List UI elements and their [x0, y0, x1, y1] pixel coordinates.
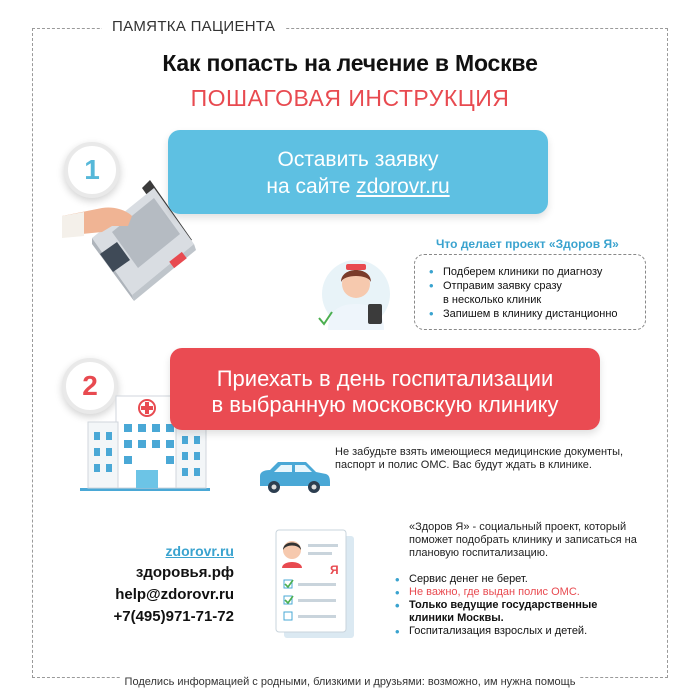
nurse-avatar-illustration: [316, 254, 396, 330]
list-item: • Отправим заявку сразу: [429, 279, 618, 293]
project-title: Что делает проект «Здоров Я»: [436, 237, 619, 251]
list-item: • Подберем клиники по диагнозу: [429, 265, 618, 279]
list-item: • Сервис денег не берет.: [395, 573, 597, 586]
site-link-bottom[interactable]: zdorovr.ru: [165, 543, 234, 559]
step-2-number: 2: [62, 358, 118, 414]
document-form-illustration: [274, 528, 356, 640]
phone[interactable]: +7(495)971-71-72: [113, 608, 234, 625]
step-1-banner: [168, 130, 548, 214]
project-features-list: [429, 265, 618, 321]
step-2-line-1: Приехать в день госпитализации: [216, 366, 554, 391]
project-features-box: [414, 254, 646, 330]
step-2-banner: [170, 348, 600, 430]
list-item: • Не важно, где выдан полис ОМС.: [395, 586, 597, 599]
project-about: «Здоров Я» - социальный проект, который поможет подобрать клинику и записаться на плановую госпитализацию.: [409, 521, 637, 559]
step-1-number: 1: [64, 142, 120, 198]
page-subtitle: ПОШАГОВАЯ ИНСТРУКЦИЯ: [190, 85, 510, 111]
list-item-continuation: клиники Москвы.: [409, 612, 504, 624]
site-rf[interactable]: здоровья.рф: [135, 564, 234, 581]
documents-reminder: Не забудьте взять имеющиеся медицинские документы, паспорт и полис ОМС. Вас будут ждать в клинике.: [335, 446, 624, 471]
list-item: • Госпитализация взрослых и детей.: [395, 625, 597, 638]
project-facts-list: [395, 573, 597, 638]
contacts-block: [88, 543, 234, 625]
svg-text:Я: Я: [330, 563, 339, 577]
list-item: • Запишем в клинику дистанционно: [429, 307, 618, 321]
footer-text-inner: Поделись информацией с родными, близкими и друзьями: возможно, им нужна помощь: [121, 676, 580, 688]
step-1-line-2-prefix: на сайте: [266, 175, 357, 198]
email[interactable]: help@zdorovr.ru: [115, 586, 234, 603]
page-title: Как попасть на лечение в Москве: [162, 50, 538, 76]
footer-text: [0, 676, 700, 688]
site-link[interactable]: zdorovr.ru: [356, 175, 450, 198]
step-1-line-2: [168, 175, 548, 199]
list-item: • Только ведущие государственные: [395, 599, 597, 612]
memo-label: ПАМЯТКА ПАЦИЕНТА: [102, 18, 285, 35]
step-1-line-1: Оставить заявку: [277, 148, 439, 171]
step-2-line-2: в выбранную московскую клинику: [211, 392, 559, 417]
list-item-continuation: в несколько клиник: [443, 294, 542, 306]
car-illustration: [256, 458, 332, 496]
